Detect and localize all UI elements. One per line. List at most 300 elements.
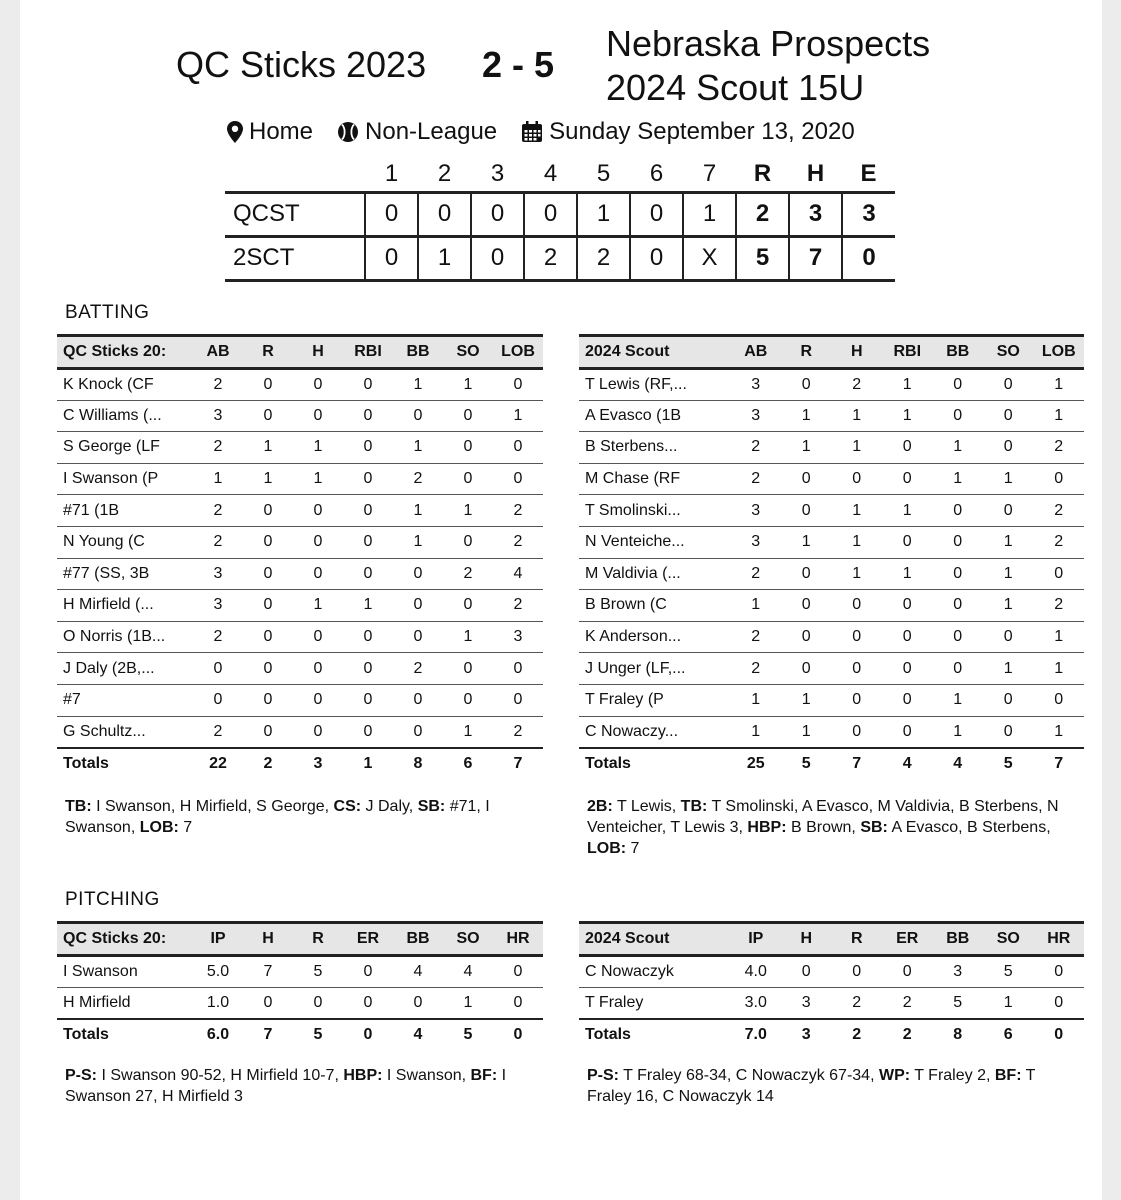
stat-value: 1 xyxy=(193,463,243,495)
note-text: I Swanson 27, H Mirfield 3 xyxy=(65,1067,507,1105)
stat-value: 3.0 xyxy=(731,987,782,1019)
table-row xyxy=(579,621,1084,653)
stat-value: 0 xyxy=(933,495,984,527)
player-name: T Fraley xyxy=(579,987,731,1019)
table-row xyxy=(579,558,1084,590)
stat-value: 2 xyxy=(1034,526,1085,558)
stat-column-header: AB xyxy=(731,336,782,369)
player-name: C Nowaczy... xyxy=(579,716,731,748)
stat-value: 0 xyxy=(393,590,443,622)
stat-value: 2 xyxy=(393,463,443,495)
stat-value: 0 xyxy=(443,653,493,685)
stat-value: 0 xyxy=(293,526,343,558)
team-column-header: QC Sticks 20: xyxy=(57,923,193,956)
player-name: J Daly (2B,... xyxy=(57,653,193,685)
stat-value: 1 xyxy=(882,558,933,590)
table-row xyxy=(579,369,1084,401)
stat-column-header: SO xyxy=(983,923,1034,956)
player-name: #77 (SS, 3B xyxy=(57,558,193,590)
note-text: B Brown, xyxy=(786,819,861,836)
table-row xyxy=(57,956,543,988)
totals-value: 7 xyxy=(493,748,543,780)
stat-value: 2 xyxy=(731,463,782,495)
stat-value: 2 xyxy=(1034,495,1085,527)
totals-value: 5 xyxy=(443,1019,493,1051)
table-row xyxy=(57,495,543,527)
player-name: K Knock (CF xyxy=(57,369,193,401)
stat-value: 0 xyxy=(393,684,443,716)
stat-value: 0 xyxy=(933,590,984,622)
stat-value: 0 xyxy=(882,432,933,464)
stat-value: 2 xyxy=(193,526,243,558)
stat-value: 0 xyxy=(343,716,393,748)
stat-value: 0 xyxy=(983,684,1034,716)
stat-value: 0 xyxy=(493,432,543,464)
inning-score: 0 xyxy=(524,192,577,236)
totals-label: Totals xyxy=(57,748,193,780)
stat-value: 1 xyxy=(832,432,883,464)
stat-value: 4 xyxy=(393,956,443,988)
stat-value: 0 xyxy=(343,558,393,590)
stat-value: 0 xyxy=(882,684,933,716)
stat-value: 3 xyxy=(933,956,984,988)
stat-value: 0 xyxy=(1034,684,1085,716)
note-text: T Fraley 2, xyxy=(910,1067,995,1084)
stat-value: 1 xyxy=(393,369,443,401)
stat-value: 2 xyxy=(193,369,243,401)
line-score-team: QCST xyxy=(225,192,365,236)
stat-value: 0 xyxy=(443,463,493,495)
stat-value: 0 xyxy=(832,716,883,748)
stat-value: 0 xyxy=(293,369,343,401)
totals-value: 0 xyxy=(1034,1019,1085,1051)
inning-header: 2 xyxy=(437,160,452,188)
note-text: T Lewis, xyxy=(612,798,681,815)
player-name: S George (LF xyxy=(57,432,193,464)
totals-label: Totals xyxy=(57,1019,193,1051)
stat-value: 0 xyxy=(832,590,883,622)
table-row xyxy=(57,621,543,653)
stat-value: 0 xyxy=(393,987,443,1019)
stat-value: 0 xyxy=(781,369,832,401)
inning-header: 5 xyxy=(596,160,611,188)
team-column-header: 2024 Scout xyxy=(579,336,731,369)
team-column-header: QC Sticks 20: xyxy=(57,336,193,369)
stat-column-header: IP xyxy=(731,923,782,956)
away-batting-notes xyxy=(587,796,1077,859)
note-text: 7 xyxy=(626,840,640,857)
total-runs: 2 xyxy=(736,192,789,236)
stat-value: 5 xyxy=(933,987,984,1019)
stat-value: 0 xyxy=(933,621,984,653)
note-text: I Swanson 90-52, H Mirfield 10-7, xyxy=(97,1067,344,1084)
stat-value: 1 xyxy=(983,463,1034,495)
stat-value: 2 xyxy=(193,621,243,653)
inning-score: 1 xyxy=(418,236,471,280)
stat-value: 2 xyxy=(493,716,543,748)
stat-value: 0 xyxy=(983,432,1034,464)
stat-value: 0 xyxy=(393,621,443,653)
note-text: T Fraley 68-34, C Nowaczyk 67-34, xyxy=(619,1067,879,1084)
location-meta xyxy=(227,118,313,146)
stat-value: 0 xyxy=(293,716,343,748)
stat-value: 0 xyxy=(1034,463,1085,495)
stat-column-header: SO xyxy=(443,923,493,956)
player-name: T Smolinski... xyxy=(579,495,731,527)
stat-value: 5 xyxy=(983,956,1034,988)
total-hits: 3 xyxy=(789,192,842,236)
stat-value: 1 xyxy=(393,526,443,558)
line-score-header xyxy=(225,158,895,192)
totals-row xyxy=(579,748,1084,780)
stat-value: 1 xyxy=(933,684,984,716)
stat-value: 0 xyxy=(493,653,543,685)
note-label: WP: xyxy=(878,1067,911,1084)
stat-value: 0 xyxy=(343,432,393,464)
stat-value: 1 xyxy=(731,684,782,716)
player-name: G Schultz... xyxy=(57,716,193,748)
table-row xyxy=(57,684,543,716)
note-label: TB: xyxy=(65,798,92,815)
totals-value: 2 xyxy=(832,1019,883,1051)
note-text: T Fraley 16, C Nowaczyk 14 xyxy=(587,1067,1036,1105)
away-batting-table xyxy=(579,334,1084,779)
table-row xyxy=(579,590,1084,622)
stat-column-header: H xyxy=(243,923,293,956)
inning-header: 3 xyxy=(490,160,505,188)
table-row xyxy=(57,463,543,495)
stat-column-header: AB xyxy=(193,336,243,369)
stat-value: 1 xyxy=(832,400,883,432)
inning-header: 6 xyxy=(649,160,664,188)
note-label: TB: xyxy=(680,798,708,815)
stat-value: 0 xyxy=(882,716,933,748)
note-label: LOB: xyxy=(587,840,627,857)
home-pitching-table xyxy=(57,921,543,1050)
note-label: HBP: xyxy=(343,1067,383,1084)
stat-value: 1 xyxy=(832,495,883,527)
table-row xyxy=(579,400,1084,432)
stat-value: 0 xyxy=(983,400,1034,432)
stat-value: 0 xyxy=(293,495,343,527)
line-score-row-home xyxy=(225,192,895,236)
stat-value: 0 xyxy=(493,369,543,401)
table-row xyxy=(57,716,543,748)
stat-value: 5 xyxy=(293,956,343,988)
totals-value: 2 xyxy=(243,748,293,780)
stat-value: 0 xyxy=(393,400,443,432)
line-score-row-away xyxy=(225,236,895,280)
player-name: C Williams (... xyxy=(57,400,193,432)
stat-value: 0 xyxy=(882,653,933,685)
league-meta xyxy=(337,118,497,146)
stat-column-header: LOB xyxy=(493,336,543,369)
totals-value: 0 xyxy=(343,1019,393,1051)
player-name: M Valdivia (... xyxy=(579,558,731,590)
home-batting-table xyxy=(57,334,543,779)
stat-value: 2 xyxy=(193,716,243,748)
stat-column-header: H xyxy=(293,336,343,369)
stat-value: 0 xyxy=(882,526,933,558)
final-score: 2 - 5 xyxy=(482,44,555,85)
stat-column-header: R xyxy=(293,923,343,956)
player-name: H Mirfield (... xyxy=(57,590,193,622)
totals-value: 4 xyxy=(882,748,933,780)
stat-value: 1 xyxy=(781,716,832,748)
stat-value: 1 xyxy=(493,400,543,432)
player-name: B Sterbens... xyxy=(579,432,731,464)
note-label: BF: xyxy=(470,1067,498,1084)
stat-value: 0 xyxy=(293,558,343,590)
stat-value: 1 xyxy=(393,495,443,527)
stat-value: 2 xyxy=(832,369,883,401)
totals-value: 2 xyxy=(882,1019,933,1051)
stat-value: 2 xyxy=(731,621,782,653)
stat-value: 1 xyxy=(1034,400,1085,432)
player-name: M Chase (RF xyxy=(579,463,731,495)
stat-value: 0 xyxy=(443,400,493,432)
player-name: J Unger (LF,... xyxy=(579,653,731,685)
note-text: I Swanson, H Mirfield, S George, xyxy=(91,798,334,815)
game-meta xyxy=(227,118,855,146)
stat-value: 1 xyxy=(1034,716,1085,748)
table-row xyxy=(579,463,1084,495)
stat-value: 0 xyxy=(343,495,393,527)
stat-value: 1 xyxy=(983,590,1034,622)
stat-value: 0 xyxy=(832,956,883,988)
stat-value: 0 xyxy=(493,684,543,716)
note-text: T Smolinski, A Evasco, M Valdivia, B Sterbens, N Venteicher, T Lewis 3, xyxy=(587,798,1059,836)
inning-score: 1 xyxy=(577,192,630,236)
note-text: #71, I Swanson, xyxy=(65,798,490,836)
player-name: T Fraley (P xyxy=(579,684,731,716)
stat-value: 1.0 xyxy=(193,987,243,1019)
table-row xyxy=(57,590,543,622)
stat-value: 3 xyxy=(731,369,782,401)
stat-column-header: R xyxy=(243,336,293,369)
hits-header: H xyxy=(806,160,825,188)
line-score-table xyxy=(225,158,895,282)
inning-header: 4 xyxy=(543,160,558,188)
stat-value: 1 xyxy=(443,621,493,653)
stat-value: 0 xyxy=(243,716,293,748)
stat-value: 0 xyxy=(243,621,293,653)
total-errors: 3 xyxy=(842,192,895,236)
stat-value: 4 xyxy=(443,956,493,988)
stat-value: 1 xyxy=(882,369,933,401)
home-team-name: QC Sticks 2023 xyxy=(176,44,427,85)
note-label: P-S: xyxy=(587,1067,619,1084)
stat-value: 1 xyxy=(1034,369,1085,401)
table-row xyxy=(579,684,1084,716)
inning-score: 0 xyxy=(630,192,683,236)
stat-value: 1 xyxy=(781,400,832,432)
stat-value: 0 xyxy=(781,463,832,495)
home-batting-notes xyxy=(65,796,535,838)
stat-column-header: LOB xyxy=(1034,336,1085,369)
stat-value: 0 xyxy=(933,400,984,432)
location-text: Home xyxy=(249,118,314,145)
league-text: Non-League xyxy=(365,118,498,145)
inning-score: 0 xyxy=(471,192,524,236)
stat-value: 0 xyxy=(243,495,293,527)
player-name: I Swanson (P xyxy=(57,463,193,495)
stat-value: 1 xyxy=(293,463,343,495)
stat-value: 0 xyxy=(882,621,933,653)
stat-value: 0 xyxy=(343,621,393,653)
stat-value: 0 xyxy=(343,956,393,988)
totals-value: 5 xyxy=(293,1019,343,1051)
totals-value: 22 xyxy=(193,748,243,780)
stat-column-header: BB xyxy=(933,336,984,369)
runs-header: R xyxy=(753,160,772,188)
note-label: SB: xyxy=(860,819,888,836)
player-name: A Evasco (1B xyxy=(579,400,731,432)
stat-value: 1 xyxy=(443,716,493,748)
stat-value: 1 xyxy=(393,432,443,464)
stat-value: 1 xyxy=(443,369,493,401)
pitching-section-title: PITCHING xyxy=(65,889,160,910)
totals-value: 4 xyxy=(933,748,984,780)
stat-value: 2 xyxy=(731,432,782,464)
inning-score: 2 xyxy=(577,236,630,280)
away-team-line1: Nebraska Prospects xyxy=(606,23,931,64)
stat-value: 0 xyxy=(443,684,493,716)
stat-value: 1 xyxy=(1034,653,1085,685)
stat-value: 0 xyxy=(293,621,343,653)
stat-column-header: R xyxy=(832,923,883,956)
inning-score: 1 xyxy=(683,192,736,236)
note-text: I Swanson, xyxy=(382,1067,471,1084)
stat-column-header: ER xyxy=(343,923,393,956)
stat-value: 1 xyxy=(832,526,883,558)
stat-value: 1 xyxy=(983,653,1034,685)
stat-value: 0 xyxy=(493,987,543,1019)
batting-section-title: BATTING xyxy=(65,302,150,323)
calendar-icon xyxy=(521,121,543,143)
stat-value: 3 xyxy=(731,526,782,558)
stat-value: 5.0 xyxy=(193,956,243,988)
stat-value: 0 xyxy=(933,369,984,401)
note-text: 7 xyxy=(178,819,193,836)
stat-value: 4 xyxy=(493,558,543,590)
stat-column-header: BB xyxy=(393,923,443,956)
stat-value: 2 xyxy=(731,558,782,590)
stat-header-row xyxy=(579,923,1084,956)
totals-label: Totals xyxy=(579,1019,731,1051)
stat-value: 0 xyxy=(493,463,543,495)
player-name: N Venteiche... xyxy=(579,526,731,558)
stat-value: 0 xyxy=(243,400,293,432)
stat-value: 0 xyxy=(243,369,293,401)
note-text: J Daly, xyxy=(361,798,418,815)
stat-value: 1 xyxy=(933,716,984,748)
stat-value: 1 xyxy=(882,495,933,527)
table-row xyxy=(57,369,543,401)
stat-value: 7 xyxy=(243,956,293,988)
stat-value: 0 xyxy=(193,653,243,685)
stat-value: 0 xyxy=(983,369,1034,401)
stat-value: 0 xyxy=(343,684,393,716)
stat-value: 0 xyxy=(193,684,243,716)
line-score-team-header xyxy=(225,158,365,192)
stat-value: 2 xyxy=(193,432,243,464)
away-pitching-notes xyxy=(587,1065,1077,1107)
table-row xyxy=(57,987,543,1019)
stat-column-header: H xyxy=(781,923,832,956)
stat-value: 1 xyxy=(781,432,832,464)
stat-value: 1 xyxy=(882,400,933,432)
team-column-header: 2024 Scout xyxy=(579,923,731,956)
stat-column-header: SO xyxy=(983,336,1034,369)
stat-value: 3 xyxy=(193,400,243,432)
totals-value: 6 xyxy=(983,1019,1034,1051)
stat-value: 1 xyxy=(243,463,293,495)
stat-value: 0 xyxy=(293,987,343,1019)
totals-value: 7 xyxy=(243,1019,293,1051)
totals-value: 8 xyxy=(933,1019,984,1051)
stat-value: 2 xyxy=(443,558,493,590)
stat-value: 1 xyxy=(293,590,343,622)
stat-value: 0 xyxy=(443,526,493,558)
stat-value: 1 xyxy=(933,463,984,495)
player-name: H Mirfield xyxy=(57,987,193,1019)
stat-value: 3 xyxy=(731,400,782,432)
stat-value: 0 xyxy=(983,621,1034,653)
table-row xyxy=(57,432,543,464)
stat-value: 1 xyxy=(731,590,782,622)
stat-value: 0 xyxy=(293,653,343,685)
note-label: 2B: xyxy=(587,798,613,815)
stat-value: 2 xyxy=(882,987,933,1019)
stat-value: 0 xyxy=(832,653,883,685)
away-pitching-table xyxy=(579,921,1084,1050)
totals-value: 1 xyxy=(343,748,393,780)
total-errors: 0 xyxy=(842,236,895,280)
game-header xyxy=(20,18,1102,113)
inning-score: 2 xyxy=(524,236,577,280)
stat-value: 1 xyxy=(1034,621,1085,653)
stat-value: 1 xyxy=(443,495,493,527)
totals-label: Totals xyxy=(579,748,731,780)
stat-header-row xyxy=(57,923,543,956)
stat-value: 0 xyxy=(983,495,1034,527)
stat-value: 1 xyxy=(781,526,832,558)
stat-value: 2 xyxy=(1034,432,1085,464)
inning-score: X xyxy=(683,236,736,280)
note-label: BF: xyxy=(994,1067,1022,1084)
stat-value: 2 xyxy=(493,526,543,558)
date-text: Sunday September 13, 2020 xyxy=(549,118,855,145)
totals-value: 4 xyxy=(393,1019,443,1051)
note-label: P-S: xyxy=(65,1067,97,1084)
stat-value: 3 xyxy=(781,987,832,1019)
date-meta xyxy=(521,118,855,146)
table-row xyxy=(57,653,543,685)
stat-header-row xyxy=(57,336,543,369)
total-runs: 5 xyxy=(736,236,789,280)
stat-value: 0 xyxy=(343,463,393,495)
stat-value: 1 xyxy=(983,526,1034,558)
inning-header: 7 xyxy=(702,160,717,188)
note-label: LOB: xyxy=(139,819,179,836)
stat-value: 0 xyxy=(243,653,293,685)
stat-value: 3 xyxy=(193,590,243,622)
totals-value: 6.0 xyxy=(193,1019,243,1051)
totals-value: 7.0 xyxy=(731,1019,782,1051)
stat-column-header: RBI xyxy=(882,336,933,369)
stat-column-header: BB xyxy=(393,336,443,369)
